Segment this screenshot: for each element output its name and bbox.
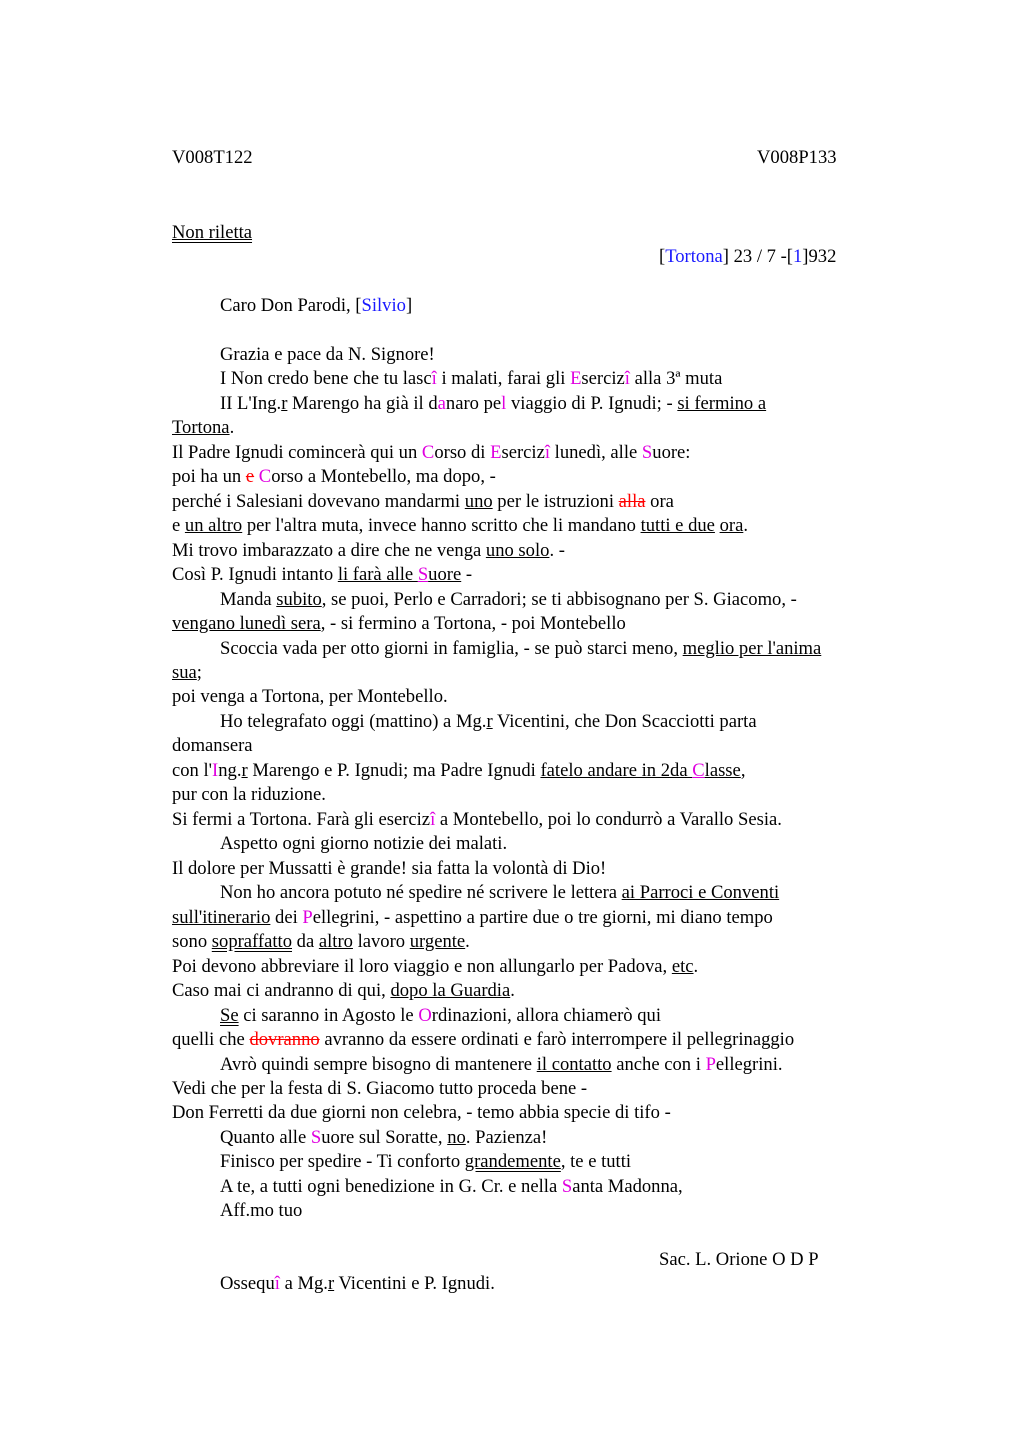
- body-line: Mi trovo imbarazzato a dire che ne venga uno solo. -: [172, 540, 565, 561]
- body-line: Se ci saranno in Agosto le Ordinazioni, allora chiamerò qui: [220, 1005, 661, 1026]
- status-note: Non riletta: [172, 222, 253, 243]
- body-line: Vedi che per la festa di S. Giacomo tutto proceda bene -: [172, 1078, 588, 1099]
- body-line: Avrò quindi sempre bisogno di mantenere il contatto anche con i Pellegrini.: [220, 1054, 783, 1075]
- body-line: Ho telegrafato oggi (mattino) a Mg.r Vicentini, che Don Scacciotti parta: [220, 711, 757, 732]
- body-line: pur con la riduzione.: [172, 784, 326, 805]
- body-line: Così P. Ignudi intanto li farà alle Suore -: [172, 564, 473, 585]
- postscript: Ossequî a Mg.r Vicentini e P. Ignudi.: [220, 1273, 495, 1294]
- body-line: e un altro per l'altra muta, invece hanno scritto che li mandano tutti e due ora.: [172, 515, 748, 536]
- place-editorial: Tortona: [665, 246, 723, 267]
- body-line: sua;: [172, 662, 202, 683]
- document-code-right: V008P133: [757, 147, 837, 168]
- body-line: sono sopraffatto da altro lavoro urgente.: [172, 931, 470, 952]
- body-line: perché i Salesiani dovevano mandarmi uno per le istruzioni alla ora: [172, 491, 674, 512]
- body-line: II L'Ing.r Marengo ha già il danaro pel viaggio di P. Ignudi; - si fermino a: [220, 393, 767, 414]
- body-line: Aff.mo tuo: [220, 1200, 303, 1221]
- body-line: Quanto alle Suore sul Soratte, no. Pazienza!: [220, 1127, 548, 1148]
- body-line: Tortona.: [172, 417, 235, 438]
- body-line: Si fermi a Tortona. Farà gli esercizî a Montebello, poi lo condurrò a Varallo Sesia.: [172, 809, 782, 830]
- body-line: quelli che dovranno avranno da essere ordinati e farò interrompere il pellegrinaggio: [172, 1029, 795, 1050]
- body-line: Poi devono abbreviare il loro viaggio e non allungarlo per Padova, etc.: [172, 956, 699, 977]
- body-line: Manda subito, se puoi, Perlo e Carradori; se ti abbisognano per S. Giacomo, -: [220, 589, 797, 610]
- body-line: A te, a tutti ogni benedizione in G. Cr. e nella Santa Madonna,: [220, 1176, 683, 1197]
- body-line: vengano lunedì sera, - si fermino a Tortona, - poi Montebello: [172, 613, 626, 634]
- body-line: Aspetto ogni giorno notizie dei malati.: [220, 833, 508, 854]
- body-line: sull'itinerario dei Pellegrini, - aspettino a partire due o tre giorni, mi diano tempo: [172, 907, 773, 928]
- body-line: poi ha un e Corso a Montebello, ma dopo, -: [172, 466, 496, 487]
- body-line: Il dolore per Mussatti è grande! sia fatta la volontà di Dio!: [172, 858, 607, 879]
- body-line: Caso mai ci andranno di qui, dopo la Guardia.: [172, 980, 515, 1001]
- body-line: Finisco per spedire - Ti conforto grandemente, te e tutti: [220, 1151, 632, 1172]
- body-line: domansera: [172, 735, 253, 756]
- body-line: Non ho ancora potuto né spedire né scrivere le lettera ai Parroci e Conventi: [220, 882, 780, 903]
- deleted-text: e: [245, 466, 255, 487]
- body-line: I Non credo bene che tu lascî i malati, farai gli Esercizî alla 3ª muta: [220, 368, 723, 389]
- signature: Sac. L. Orione O D P: [659, 1249, 819, 1270]
- body-line: Scoccia vada per otto giorni in famiglia, - se può starci meno, meglio per l'anima: [220, 638, 822, 659]
- body-line: Don Ferretti da due giorni non celebra, - temo abbia specie di tifo -: [172, 1102, 671, 1123]
- salutation-name-editorial: Silvio: [361, 295, 406, 316]
- document-code-left: V008T122: [172, 147, 253, 168]
- body-line: Grazia e pace da N. Signore!: [220, 344, 435, 365]
- body-line: Il Padre Ignudi comincerà qui un Corso di Esercizî lunedì, alle Suore:: [172, 442, 691, 463]
- salutation: Caro Don Parodi, [Silvio]: [220, 295, 413, 316]
- deleted-text: dovranno: [249, 1029, 320, 1050]
- deleted-text: alla: [618, 491, 646, 512]
- body-line: poi venga a Tortona, per Montebello.: [172, 686, 448, 707]
- date-line: [Tortona] 23 / 7 -[1]932: [659, 246, 837, 267]
- year-editorial: 1: [793, 246, 803, 267]
- body-line: con l'Ing.r Marengo e P. Ignudi; ma Padre Ignudi fatelo andare in 2da Classe,: [172, 760, 746, 781]
